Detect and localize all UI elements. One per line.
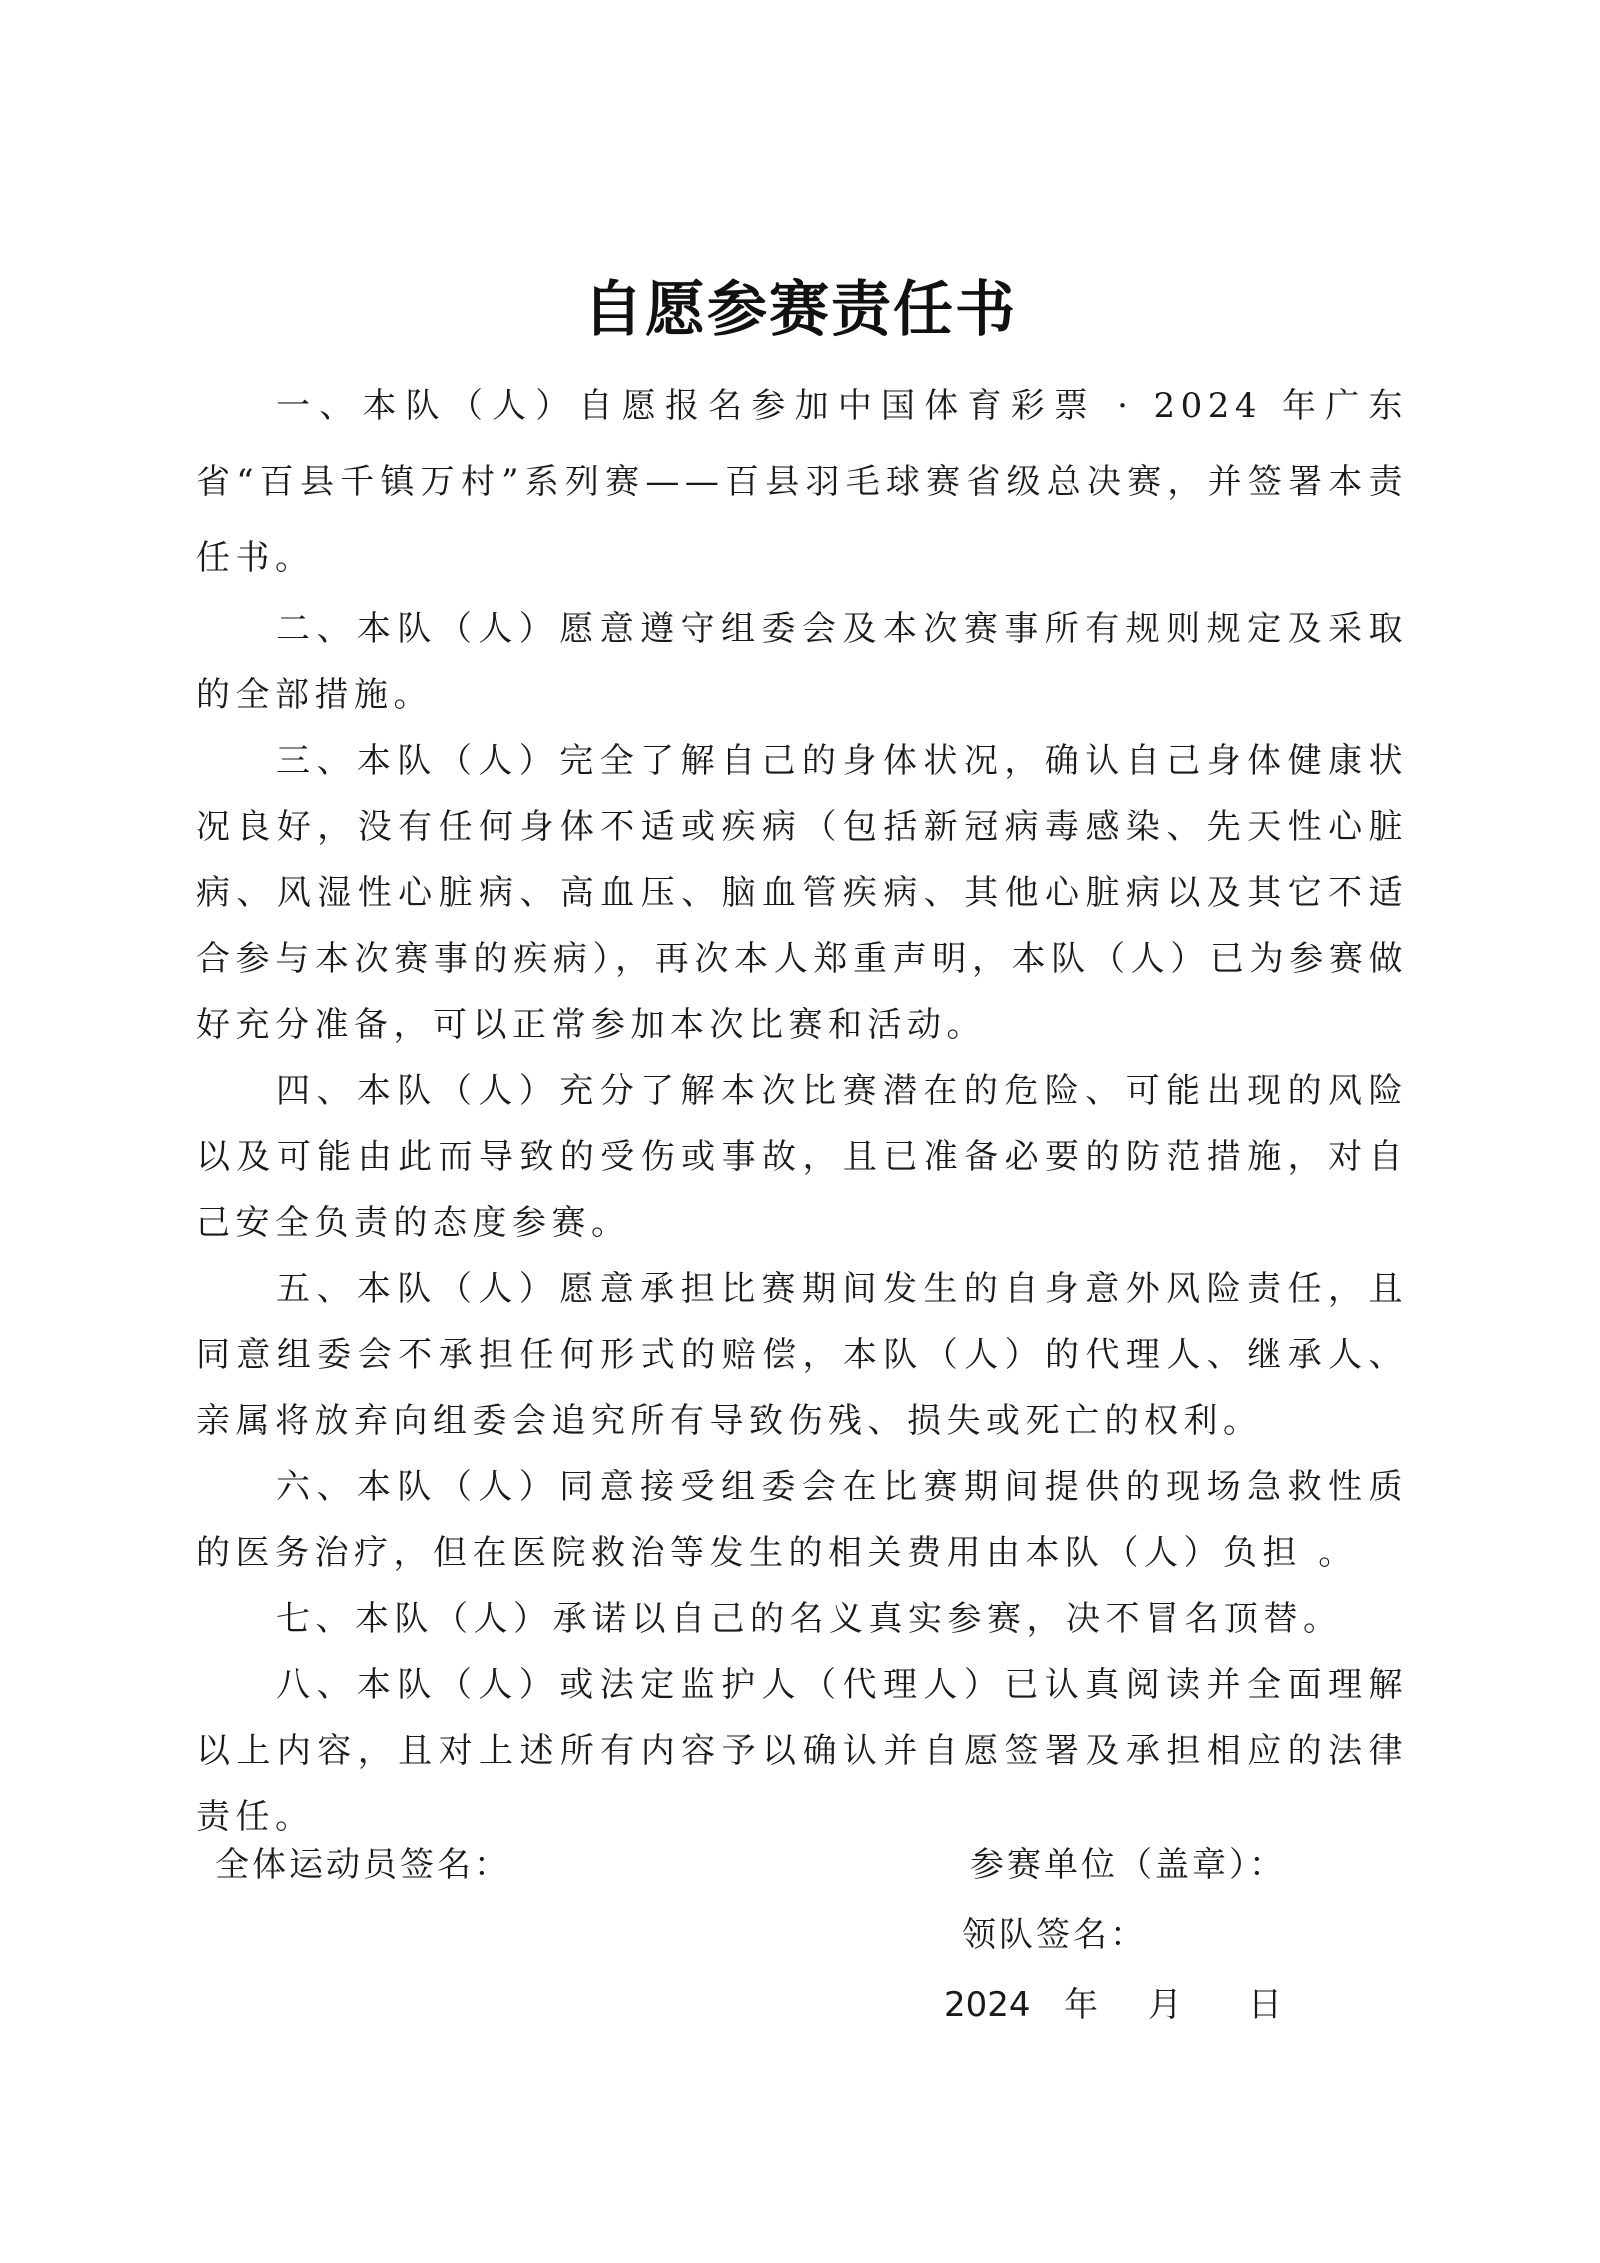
clause-7: 七、本队（人）承诺以自己的名义真实参赛，决不冒名顶替。 xyxy=(276,1599,1343,1639)
signing-date xyxy=(944,1980,1288,2030)
organization-seal-label: 参赛单位（盖章）： xyxy=(970,1845,1286,1885)
date-month-unit: 月 xyxy=(1148,1985,1182,2025)
clause-1: 一、本队（人）自愿报名参加中国体育彩票 · 2024 年广东省“百县千镇万村”系列赛——百县羽毛球赛省级总决赛，并签署本责任书。 xyxy=(196,386,1408,578)
date-year: 2024 xyxy=(944,1985,1031,2025)
clause-8: 八、本队（人）或法定监护人（代理人）已认真阅读并全面理解以上内容，且对上述所有内容予以确认并自愿签署及承担相应的法律责任。 xyxy=(196,1665,1408,1837)
clause-2: 二、本队（人）愿意遵守组委会及本次赛事所有规则规定及采取的全部措施。 xyxy=(196,609,1408,715)
clause-6: 六、本队（人）同意接受组委会在比赛期间提供的现场急救性质的医务治疗，但在医院救治等发生的相关费用由本队（人）负担 。 xyxy=(196,1467,1408,1573)
athletes-signature-label: 全体运动员签名： xyxy=(215,1845,511,1885)
date-day-unit: 日 xyxy=(1248,1985,1282,2025)
document-body xyxy=(196,368,1408,1850)
date-year-unit: 年 xyxy=(1064,1985,1098,2025)
clause-4: 四、本队（人）充分了解本次比赛潜在的危险、可能出现的风险以及可能由此而导致的受伤或事故，且已准备必要的防范措施，对自己安全负责的态度参赛。 xyxy=(196,1071,1408,1243)
clause-5: 五、本队（人）愿意承担比赛期间发生的自身意外风险责任，且同意组委会不承担任何形式的赔偿，本队（人）的代理人、继承人、亲属将放弃向组委会追究所有导致伤残、损失或死亡的权利。 xyxy=(196,1269,1408,1441)
team-leader-signature-label: 领队签名： xyxy=(962,1915,1147,1955)
clause-3: 三、本队（人）完全了解自己的身体状况，确认自己身体健康状况良好，没有任何身体不适或疾病（包括新冠病毒感染、先天性心脏病、风湿性心脏病、高血压、脑血管疾病、其他心脏病以及其它不适合参与本次赛事的疾病），再次本人郑重声明，本队（人）已为参赛做好充分准备，可以正常参加本次比赛和活动。 xyxy=(196,741,1408,1045)
document-title: 自愿参赛责任书 xyxy=(583,275,1017,345)
